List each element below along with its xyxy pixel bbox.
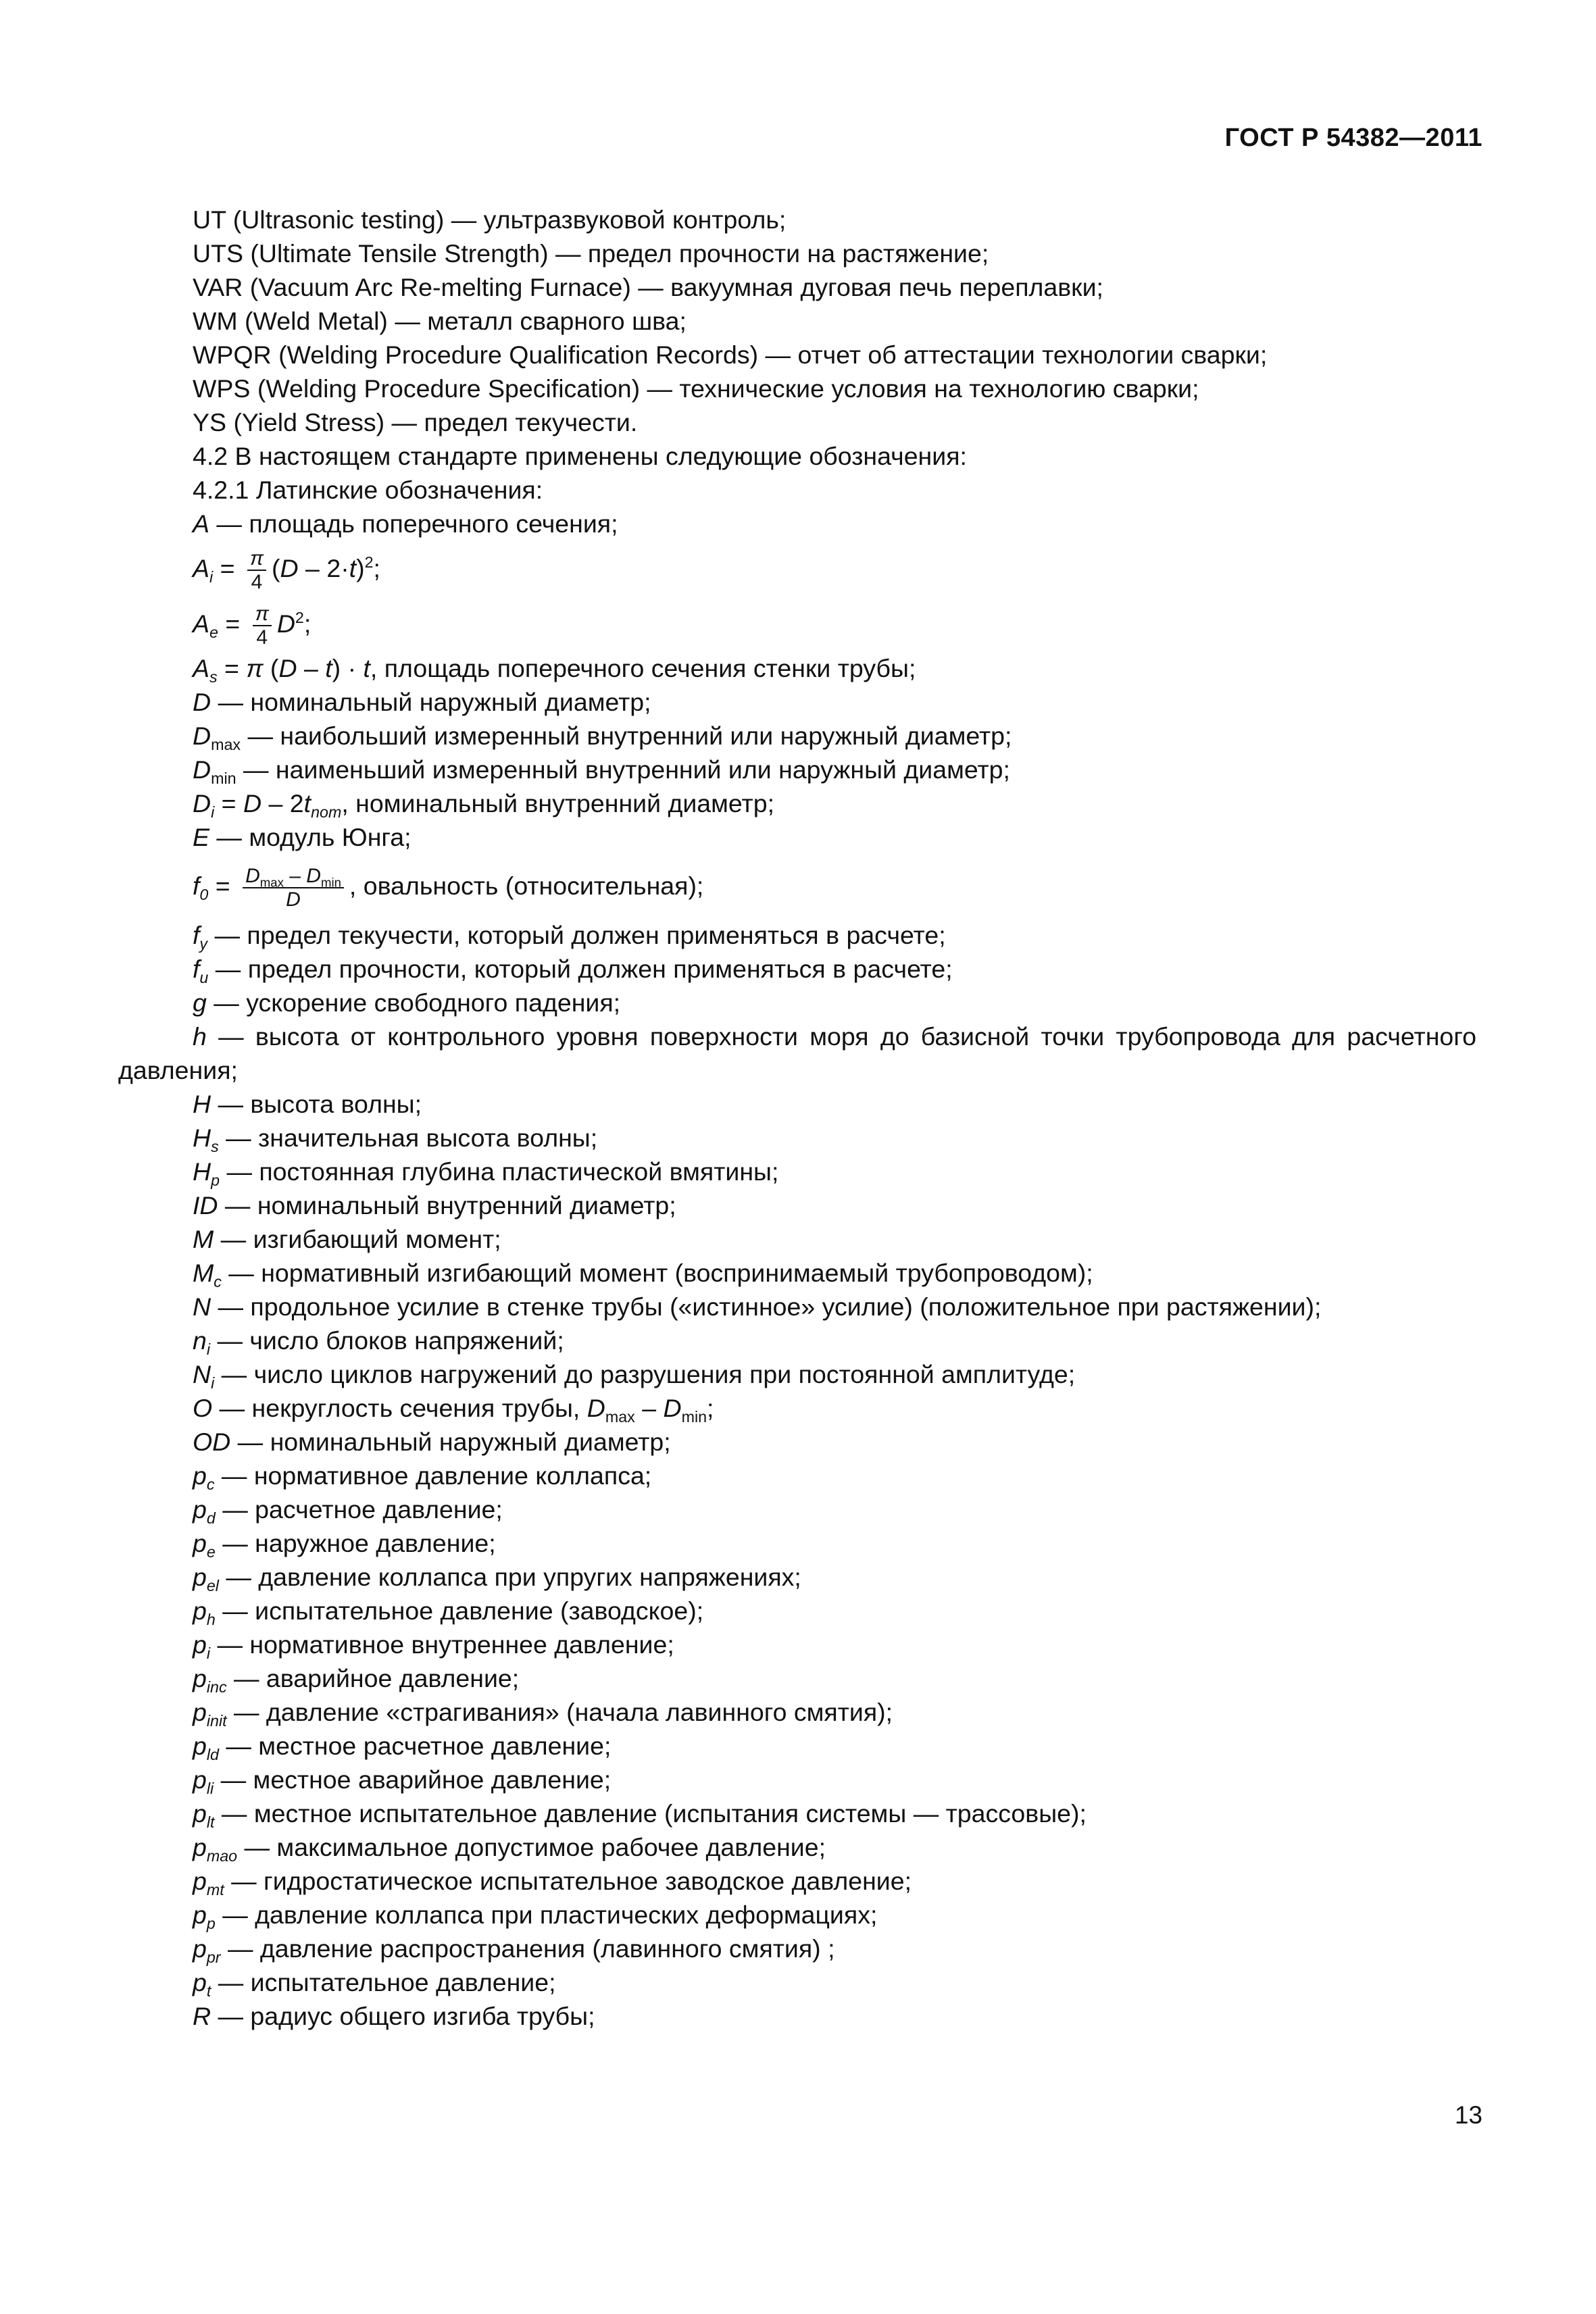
symbol-definition: $p_{pr}$ — давление распространения (лавинного смятия) ; <box>193 1934 835 1967</box>
fraction: $\frac{\pi}{4}$ <box>253 603 272 649</box>
symbol-definition: h — высота от контрольного уровня поверхности моря до базисной точки трубопровода для расчетного давления; <box>118 1022 1476 1084</box>
text-line: WPQR (Welding Procedure Qualification Records) — отчет об аттестации технологии сварки; <box>193 341 1268 369</box>
symbol-definition: M — изгибающий момент; <box>193 1225 501 1253</box>
symbol-definition: g — ускорение свободного падения; <box>193 988 621 1017</box>
symbol-definition: $p_c$ — нормативное давление коллапса; <box>193 1461 652 1494</box>
document-header: ГОСТ Р 54382—2011 <box>1224 124 1482 152</box>
text-line: YS (Yield Stress) — предел текучести. <box>193 408 638 436</box>
symbol-definition: $p_{mt}$ — гидростатическое испытательное заводское давление; <box>193 1867 912 1899</box>
symbol-definition: $p_{el}$ — давление коллапса при упругих напряжениях; <box>193 1563 801 1595</box>
symbol-definition: $D_{max}$ — наибольший измеренный внутренний или наружный диаметр; <box>193 722 1012 754</box>
formula-line: $D_i = D - 2t_{nom}$, номинальный внутренний диаметр; <box>193 789 774 822</box>
symbol-definition: $p_{li}$ — местное аварийное давление; <box>193 1765 612 1798</box>
symbol-definition: $p_{init}$ — давление «страгивания» (начала лавинного смятия); <box>193 1698 893 1730</box>
symbol-definition: $p_{lt}$ — местное испытательное давление (испытания системы — трассовые); <box>193 1799 1087 1832</box>
text-line: VAR (Vacuum Arc Re-melting Furnace) — вакуумная дуговая печь переплавки; <box>193 273 1103 301</box>
formula-line: $A_s = \pi$ (D – t) · t, площадь поперечного сечения стенки трубы; <box>193 654 916 686</box>
formula-line: $A_e$ = $\frac{\pi}{4}$ $D^2$; <box>193 602 311 649</box>
formula-line: $A_i$ = $\frac{\pi}{4}$ $(D - 2\cdot t)^2$; <box>193 547 380 594</box>
text-line: UTS (Ultimate Tensile Strength) — предел прочности на растяжение; <box>193 239 989 268</box>
symbol-definition: $p_d$ — расчетное давление; <box>193 1495 503 1528</box>
document-body <box>118 203 1476 2033</box>
symbol-definition: $p_{inc}$ — аварийное давление; <box>193 1664 520 1696</box>
text-line: WPS (Welding Procedure Specification) — технические условия на технологию сварки; <box>193 374 1199 403</box>
symbol-definition: $p_p$ — давление коллапса при пластических деформациях; <box>193 1901 878 1933</box>
text-line: 4.2.1 Латинские обозначения: <box>193 476 543 504</box>
symbol-definition: $f_y$ — предел текучести, который должен применяться в расчете; <box>193 921 946 953</box>
text-line: UT (Ultrasonic testing) — ультразвуковой контроль; <box>193 205 787 234</box>
symbol-definition: H — высота волны; <box>193 1090 422 1118</box>
symbol-definition: $n_i$ — число блоков напряжений; <box>193 1326 564 1359</box>
page-number: 13 <box>1454 2101 1482 2129</box>
symbol-definition: N — продольное усилие в стенке трубы («истинное» усилие) (положительное при растяжении); <box>193 1292 1322 1321</box>
symbol-definition: $p_e$ — наружное давление; <box>193 1529 496 1561</box>
symbol-definition: $p_{ld}$ — местное расчетное давление; <box>193 1732 612 1764</box>
symbol-definition: OD — номинальный наружный диаметр; <box>193 1428 671 1456</box>
symbol-definition: $p_t$ — испытательное давление; <box>193 1968 556 2001</box>
text-line: 4.2 В настоящем стандарте применены следующие обозначения: <box>193 442 967 470</box>
symbol-definition: $H_s$ — значительная высота волны; <box>193 1124 598 1156</box>
symbol-definition: O — некруглость сечения трубы, $D_{max} - D_{min}$; <box>193 1394 714 1426</box>
symbol-definition: $f_u$ — предел прочности, который должен применяться в расчете; <box>193 955 953 987</box>
symbol-definition: $p_h$ — испытательное давление (заводское); <box>193 1596 704 1629</box>
symbol-definition: ID — номинальный внутренний диаметр; <box>193 1191 676 1219</box>
symbol-definition: A — площадь поперечного сечения; <box>193 509 618 538</box>
symbol-definition: $M_c$ — нормативный изгибающий момент (воспринимаемый трубопроводом); <box>193 1259 1093 1291</box>
formula-line: $f_0$ = $\frac{D_{max} - D_{min}}{D}$ , овальность (относительная); <box>193 864 704 911</box>
fraction: $\frac{D_{max} - D_{min}}{D}$ <box>243 865 344 911</box>
symbol-definition: $D_{min}$ — наименьший измеренный внутренний или наружный диаметр; <box>193 755 1010 788</box>
symbol-definition: $H_p$ — постоянная глубина пластической вмятины; <box>193 1157 779 1190</box>
symbol-definition: $N_i$ — число циклов нагружений до разрушения при постоянной амплитуде; <box>193 1360 1076 1392</box>
symbol-definition: R — радиус общего изгиба трубы; <box>193 2002 595 2030</box>
symbol-definition: E — модуль Юнга; <box>193 823 412 851</box>
text-line: WM (Weld Metal) — металл сварного шва; <box>193 307 687 335</box>
symbol-definition: $p_i$ — нормативное внутреннее давление; <box>193 1630 674 1663</box>
fraction: $\frac{\pi}{4}$ <box>247 548 266 593</box>
symbol-definition: $p_{mao}$ — максимальное допустимое рабочее давление; <box>193 1833 826 1865</box>
symbol-definition: D — номинальный наружный диаметр; <box>193 688 651 716</box>
